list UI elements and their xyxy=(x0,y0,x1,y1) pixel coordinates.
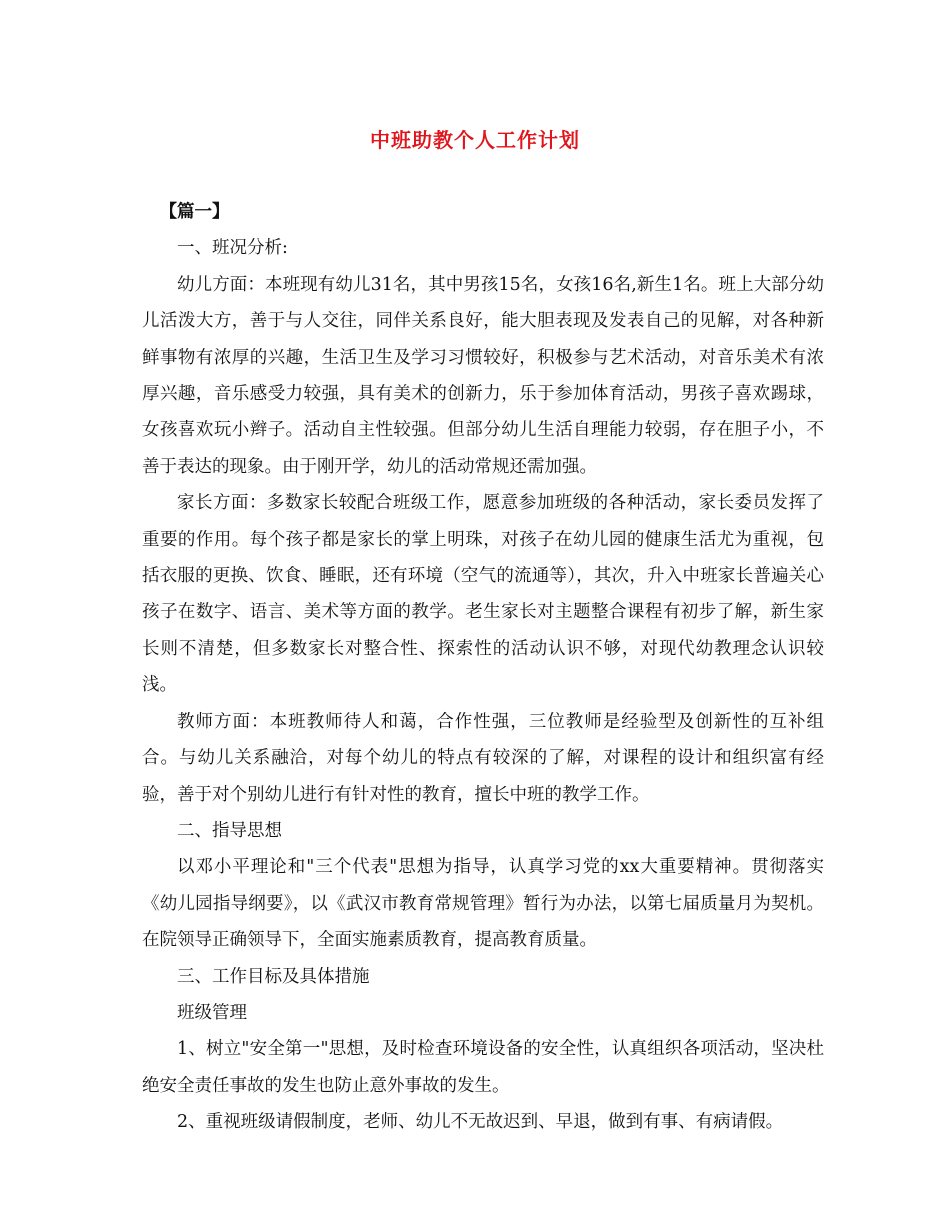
document-body xyxy=(142,194,824,1141)
document-title: 中班助教个人工作计划 xyxy=(370,128,580,152)
heading-class-analysis: 一、班况分析: xyxy=(177,238,288,259)
paragraph-children: 幼儿方面：本班现有幼儿31名，其中男孩15名，女孩16名,新生1名。班上大部分幼儿活泼大方，善于与人交往，同伴关系良好，能大胆表现及发表自己的见解，对各种新鲜事物有浓厚的兴趣，生活卫生及学习习惯较好，积极参与艺术活动，对音乐美术有浓厚兴趣，音乐感受力较强，具有美术的创新力，乐于参加体育活动，男孩子喜欢踢球，女孩喜欢玩小辫子。活动自主性较强。但部分幼儿生活自理能力较弱，存在胆子小，不善于表达的现象。由于刚开学，幼儿的活动常规还需加强。 xyxy=(142,274,824,477)
section-marker: 【篇一】 xyxy=(159,202,230,222)
paragraph-teachers: 教师方面：本班教师待人和蔼，合作性强，三位教师是经验型及创新性的互补组合。与幼儿关系融洽，对每个幼儿的特点有较深的了解，对课程的设计和组织富有经验，善于对个别幼儿进行有针对性的教育，擅长中班的教学工作。 xyxy=(142,711,824,805)
list-item-leave: 2、重视班级请假制度，老师、幼儿不无故迟到、早退，做到有事、有病请假。 xyxy=(177,1112,784,1133)
list-item-safety: 1、树立"安全第一"思想，及时检查环境设备的安全性，认真组织各项活动，坚决杜绝安全责任事故的发生也防止意外事故的发生。 xyxy=(142,1039,824,1096)
heading-guiding-ideology: 二、指导思想 xyxy=(177,820,282,841)
paragraph-guiding-ideology: 以邓小平理论和"三个代表"思想为指导，认真学习党的xx大重要精神。贯彻落实《幼儿园指导纲要》，以《武汉市教育常规管理》暂行为办法，以第七届质量月为契机。在院领导正确领导下，全面实施素质教育，提高教育质量。 xyxy=(142,857,824,951)
paragraph-parents: 家长方面：多数家长较配合班级工作，愿意参加班级的各种活动，家长委员发挥了重要的作用。每个孩子都是家长的掌上明珠，对孩子在幼儿园的健康生活尤为重视，包括衣服的更换、饮食、睡眠，还有环境（空气的流通等），其次，升入中班家长普遍关心孩子在数字、语言、美术等方面的教学。老生家长对主题整合课程有初步了解，新生家长则不清楚，但多数家长对整合性、探索性的活动认识不够，对现代幼教理念认识较浅。 xyxy=(142,493,824,696)
subheading-class-management: 班级管理 xyxy=(177,1002,247,1023)
heading-goals-measures: 三、工作目标及具体措施 xyxy=(177,966,370,987)
